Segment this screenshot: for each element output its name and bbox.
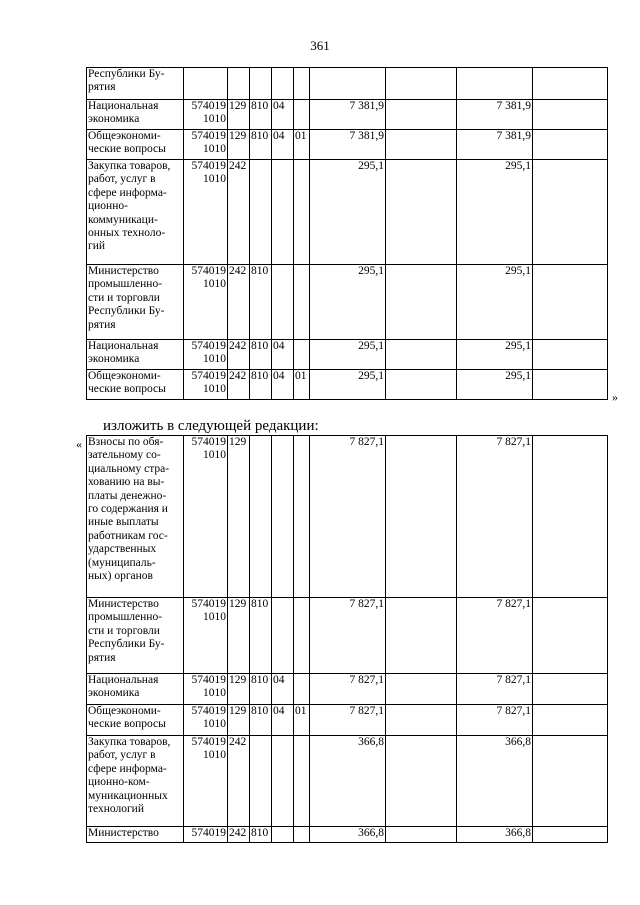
csr-cell [184,68,228,100]
row-name-cell [87,436,184,598]
gr-cell: 810 [250,827,272,843]
table-row [87,100,608,130]
sum1-cell: 7 827,1 [310,436,386,598]
vr-cell: 129 [228,436,250,598]
gr-cell [250,160,272,265]
vr-cell: 129 [228,100,250,130]
vr-cell: 129 [228,130,250,160]
gr-cell: 810 [250,370,272,400]
sum2-cell [386,160,457,265]
csr-cell: 574019 1010 [184,340,228,370]
sum2-cell [386,130,457,160]
csr-cell: 574019 1010 [184,100,228,130]
sum1-cell: 295,1 [310,265,386,340]
row-name: Министерство промышленно- сти и торговли Республики Бу- рятия [88,265,165,331]
sum3-cell: 7 827,1 [457,436,533,598]
row-name-cell [87,100,184,130]
pr-cell: 01 [294,130,310,160]
sum4-cell [533,674,608,705]
csr-cell: 574019 1010 [184,160,228,265]
row-name-cell [87,598,184,674]
sum4-cell [533,100,608,130]
gr-cell [250,436,272,598]
csr-cell: 574019 [184,827,228,843]
table-row [87,598,608,674]
table-row [87,370,608,400]
gr-cell: 810 [250,340,272,370]
csr-cell: 574019 1010 [184,436,228,598]
row-name: Общеэкономи- ческие вопросы [88,370,166,396]
sum3-cell: 7 381,9 [457,100,533,130]
vr-cell: 129 [228,598,250,674]
row-name-cell [87,68,184,100]
row-name-cell [87,827,184,843]
sum3-cell: 7 827,1 [457,674,533,705]
row-name: Министерство [88,827,159,839]
rz-cell [272,160,294,265]
sum4-cell [533,827,608,843]
csr-cell: 574019 1010 [184,598,228,674]
budget-table-before [86,67,608,400]
sum3-cell: 7 827,1 [457,705,533,736]
pr-cell [294,340,310,370]
sum4-cell [533,370,608,400]
sum4-cell [533,160,608,265]
row-name: Взносы по обя- зательному со- циальному стра- хованию на вы- платы денежно- го содержания и иные выплаты работникам гос- ударственных (муниципаль- ных) органов [88,436,170,583]
sum4-cell [533,265,608,340]
pr-cell: 01 [294,370,310,400]
vr-cell [228,68,250,100]
gr-cell [250,736,272,827]
row-name: Закупка товаров, работ, услуг в сфере информа- ционно-ком- муникационных технологий [88,736,171,816]
sum2-cell [386,340,457,370]
gr-cell: 810 [250,265,272,340]
sum3-cell: 7 381,9 [457,130,533,160]
row-name-cell [87,736,184,827]
row-name: Общеэкономи- ческие вопросы [88,130,166,156]
sum2-cell [386,68,457,100]
vr-cell: 242 [228,736,250,827]
row-name: Национальная экономика [88,674,159,700]
row-name: Общеэкономи- ческие вопросы [88,705,166,731]
table-row [87,827,608,843]
pr-cell [294,436,310,598]
csr-cell: 574019 1010 [184,265,228,340]
sum1-cell: 295,1 [310,370,386,400]
row-name: Министерство промышленно- сти и торговли Республики Бу- рятия [88,598,165,664]
pr-cell [294,598,310,674]
table-row [87,736,608,827]
sum4-cell [533,736,608,827]
pr-cell [294,265,310,340]
row-name-cell [87,265,184,340]
row-name-cell [87,340,184,370]
sum4-cell [533,598,608,674]
sum3-cell: 295,1 [457,340,533,370]
row-name-cell [87,160,184,265]
sum2-cell [386,265,457,340]
rz-cell [272,598,294,674]
vr-cell: 129 [228,674,250,705]
sum3-cell: 295,1 [457,265,533,340]
rz-cell [272,736,294,827]
budget-table-after [86,435,608,843]
table-row [87,436,608,598]
gr-cell: 810 [250,598,272,674]
sum2-cell [386,705,457,736]
closing-quote: » [612,390,618,404]
sum1-cell: 295,1 [310,340,386,370]
sum3-cell: 295,1 [457,160,533,265]
pr-cell [294,736,310,827]
table-row [87,265,608,340]
rz-cell: 04 [272,705,294,736]
table-row [87,674,608,705]
row-name: Национальная экономика [88,340,159,366]
vr-cell: 242 [228,340,250,370]
pr-cell [294,160,310,265]
sum4-cell [533,705,608,736]
sum3-cell: 366,8 [457,736,533,827]
csr-cell: 574019 1010 [184,130,228,160]
sum2-cell [386,598,457,674]
sum2-cell [386,736,457,827]
sum1-cell: 7 381,9 [310,100,386,130]
sum2-cell [386,436,457,598]
row-name-cell [87,705,184,736]
table-row [87,130,608,160]
row-name-cell [87,674,184,705]
sum1-cell: 7 827,1 [310,598,386,674]
sum1-cell: 7 827,1 [310,674,386,705]
row-name: Республики Бу- рятия [88,68,165,94]
rz-cell: 04 [272,340,294,370]
csr-cell: 574019 1010 [184,705,228,736]
table-row [87,160,608,265]
sum2-cell [386,827,457,843]
sum4-cell [533,130,608,160]
gr-cell: 810 [250,674,272,705]
sum2-cell [386,370,457,400]
pr-cell [294,100,310,130]
vr-cell: 242 [228,370,250,400]
sum4-cell [533,68,608,100]
sum1-cell: 7 381,9 [310,130,386,160]
row-name-cell [87,130,184,160]
sum1-cell: 366,8 [310,827,386,843]
sum1-cell [310,68,386,100]
vr-cell: 242 [228,827,250,843]
vr-cell: 129 [228,705,250,736]
gr-cell: 810 [250,100,272,130]
gr-cell [250,68,272,100]
pr-cell: 01 [294,705,310,736]
pr-cell [294,68,310,100]
table-row [87,340,608,370]
sum3-cell: 366,8 [457,827,533,843]
sum2-cell [386,100,457,130]
rz-cell [272,265,294,340]
rz-cell [272,436,294,598]
csr-cell: 574019 1010 [184,674,228,705]
sum1-cell: 366,8 [310,736,386,827]
sum1-cell: 295,1 [310,160,386,265]
sum4-cell [533,436,608,598]
page-number: 361 [310,38,330,53]
rz-cell: 04 [272,100,294,130]
sum1-cell: 7 827,1 [310,705,386,736]
gr-cell: 810 [250,705,272,736]
row-name: Закупка товаров, работ, услуг в сфере информа- ционно- коммуникаци- онных техноло- гий [88,160,171,253]
pr-cell [294,674,310,705]
rz-cell: 04 [272,370,294,400]
csr-cell: 574019 1010 [184,736,228,827]
vr-cell: 242 [228,160,250,265]
rz-cell: 04 [272,674,294,705]
sum3-cell [457,68,533,100]
sum4-cell [533,340,608,370]
sum3-cell: 7 827,1 [457,598,533,674]
row-name-cell [87,370,184,400]
sum3-cell: 295,1 [457,370,533,400]
pr-cell [294,827,310,843]
rz-cell: 04 [272,130,294,160]
gr-cell: 810 [250,130,272,160]
row-name: Национальная экономика [88,100,159,126]
sum2-cell [386,674,457,705]
table-row [87,705,608,736]
rz-cell [272,827,294,843]
rz-cell [272,68,294,100]
opening-quote: « [76,437,82,451]
vr-cell: 242 [228,265,250,340]
edit-instruction: изложить в следующей редакции: [103,418,319,434]
csr-cell: 574019 1010 [184,370,228,400]
table-row [87,68,608,100]
